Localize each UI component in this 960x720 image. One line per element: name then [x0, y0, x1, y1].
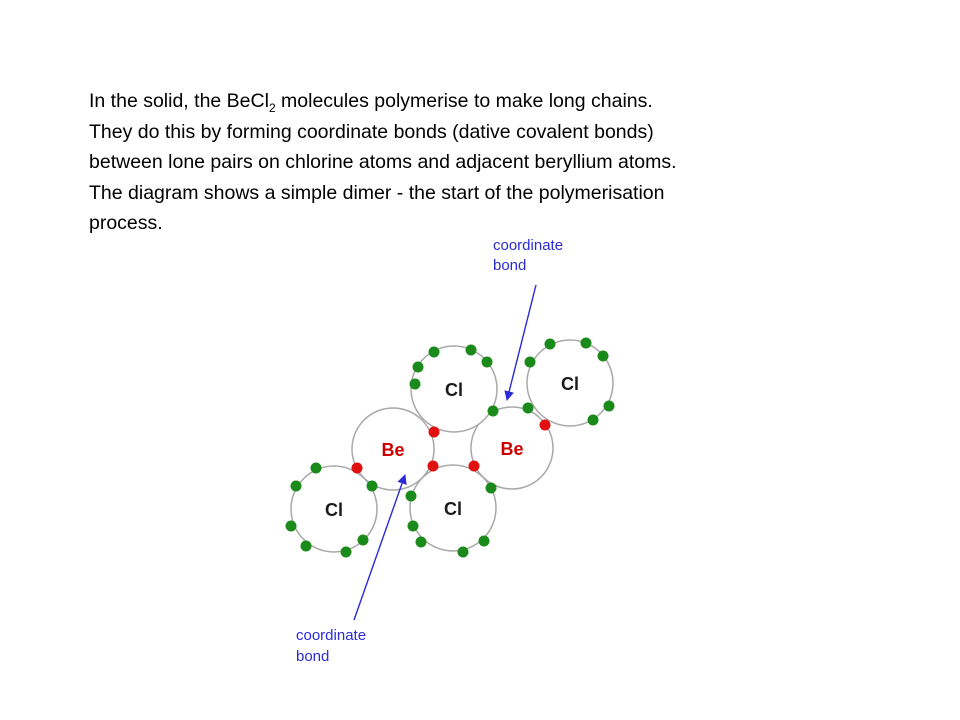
line-2: They do this by forming coordinate bonds (dative covalent bonds)	[89, 120, 654, 143]
electron-dot	[488, 406, 499, 417]
electron-dot	[598, 351, 609, 362]
electron-dot	[525, 357, 536, 368]
cl-label: Cl	[325, 500, 343, 520]
electron-dot	[301, 541, 312, 552]
electron-dot	[367, 481, 378, 492]
cl-label: Cl	[444, 499, 462, 519]
electron-dot	[588, 415, 599, 426]
electron-dot	[466, 345, 477, 356]
cl-label: Cl	[445, 380, 463, 400]
electron-dot	[479, 536, 490, 547]
electron-dot	[486, 483, 497, 494]
electron-dot	[581, 338, 592, 349]
line-1: In the solid, the BeCl$_2$ molecules polymerise to make long chains.	[89, 90, 653, 115]
electron-dot	[482, 357, 493, 368]
electron-dot	[469, 461, 480, 472]
electron-dot	[604, 401, 615, 412]
electron-dot	[416, 537, 427, 548]
callout-top-line2: bond	[493, 257, 527, 274]
electron-dot	[413, 362, 424, 373]
electron-dot	[341, 547, 352, 558]
electron-dot	[458, 547, 469, 558]
electron-dot	[311, 463, 322, 474]
electron-dot	[408, 521, 419, 532]
cl-label: Cl	[561, 374, 579, 394]
electron-dot	[545, 339, 556, 350]
electron-dot	[540, 420, 551, 431]
callout-label-top	[493, 237, 563, 274]
electron-dot	[523, 403, 534, 414]
subscript-2: 2	[268, 100, 276, 115]
electron-dot	[429, 347, 440, 358]
electron-dot	[352, 463, 363, 474]
electron-dot	[358, 535, 369, 546]
line-5: process.	[89, 212, 163, 234]
be-label: Be	[500, 439, 524, 459]
callout-label-bottom	[296, 627, 366, 665]
electron-dot	[428, 461, 439, 472]
electron-dot	[286, 521, 297, 532]
electron-dot	[429, 427, 440, 438]
line-3: between lone pairs on chlorine atoms and adjacent beryllium atoms.	[89, 151, 677, 173]
electron-dot	[410, 379, 421, 390]
callout-bottom-line1: coordinate	[296, 627, 367, 644]
electron-dot	[291, 481, 302, 492]
electron-dot	[406, 491, 417, 502]
callout-bottom-line2: bond	[296, 648, 330, 665]
callout-top-line1: coordinate	[493, 237, 564, 254]
be-label: Be	[381, 440, 405, 460]
line-4: The diagram shows a simple dimer - the start of the polymerisation	[89, 181, 665, 204]
